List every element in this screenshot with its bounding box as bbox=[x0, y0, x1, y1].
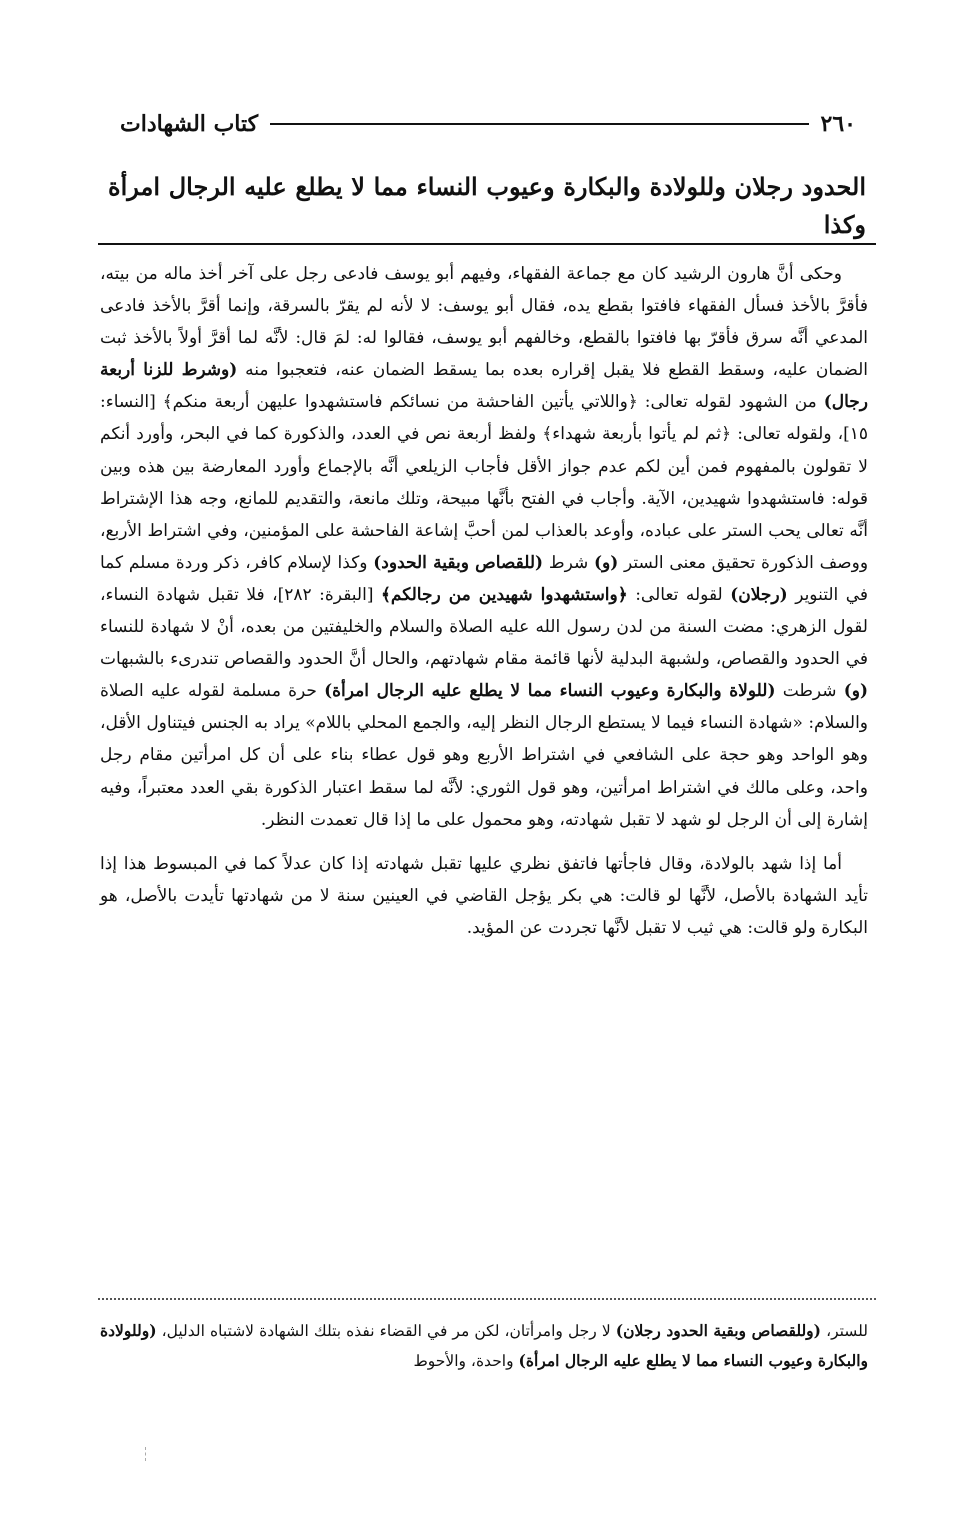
commentary-text: شرطت bbox=[782, 681, 837, 702]
commentary-text: وكذا لإسلام كافر، ذكر وردة مسلم كما في التنوير bbox=[100, 552, 869, 605]
footnote-separator bbox=[98, 1298, 876, 1300]
header-rule bbox=[270, 123, 808, 125]
footnote-text: واحدة، والأحوط bbox=[413, 1352, 514, 1370]
quoted-matn: (و) bbox=[593, 552, 619, 573]
commentary-text: لقوله تعالى: bbox=[635, 584, 723, 605]
quoted-matn: (للقصاص وبقية الحدود) bbox=[373, 552, 544, 573]
quran-quote: ﴿واستشهدوا شهيدين من رجالكم﴾ bbox=[380, 584, 628, 605]
book-title: كتاب الشهادات bbox=[120, 111, 259, 137]
commentary-text: حرة مسلمة لقوله عليه الصلاة والسلام: «شهادة النساء فيما لا يستطع الرجال النظر إليه، والجمع المحلي باللام» يراد به الجنس فيتناول الأقل، وهو الواحد وهو حجة على الشافعي في اشتراط الأربع وهو قول عطاء بناء على أن كل امرأتين مقام رجل واحد، وعلى مالك في اشتراط امرأتين، وهو قول الثوري: لأنَّه لما سقط اعتبار الذكورة بقي العدد معتبراً، وفيه إشارة إلى أن الرجل لو شهد لا تقبل شهادته، وهو محمول على ما إذا قال تعمدت النظر. bbox=[100, 681, 868, 830]
scan-mark bbox=[145, 1447, 146, 1461]
page-header bbox=[120, 106, 856, 142]
quoted-matn: (رجلان) bbox=[730, 584, 788, 605]
main-text-separator bbox=[98, 243, 876, 245]
commentary-text: [البقرة: ٢٨٢]، فلا تقبل شهادة النساء، لقول الزهري: مضت السنة من لدن رسول الله عليه الصلاة والسلام والخليفتين من بعده، أنْ لا شهادة للنساء في الحدود والقصاص، ولشبهة البدلية لأنها قائمة مقام شهادتهم، والحال أنَّ الحدود والقصاص تندرىء بالشبهات bbox=[100, 584, 868, 670]
commentary-text: من الشهود لقوله تعالى: ﴿واللاتي يأتين الفاحشة من نسائكم فاستشهدوا عليهن أربعة منكم﴾ [النساء: ١٥]، ولقوله تعالى: ﴿ثم لم يأتوا بأربعة شهداء﴾ ولفظ أربعة نص في العدد، والذكورة كما في البحر، وأورد أنكم لا تقولون بالمفهوم فمن أين لكم عدم جواز الأقل فأجاب الزيلعي أنَّه بالإجماع وأورد المعارضة بين هذه وبين قوله: فاستشهدوا شهيدين، الآية. وأجاب في الفتح بأنَّها مبيحة، وتلك مانعة، والتقديم للمانع، وجه هذا الإشتراط أنَّه تعالى يحب الستر على عباده، وأوعد بالعذاب لمن أحبَّ إشاعة الفاحشة على المؤمنين، وفي اشتراط الأربع، ووصف الذكورة تحقيق معنى الستر bbox=[100, 392, 869, 573]
commentary-paragraph: أما إذا شهد بالولادة، وقال فاجأتها فاتفق نظري عليها تقبل شهادته إذا كان عدلاً كما في المبسوط هذا إذا تأيد الشهادة بالأصل، لأنَّها لو قالت: هي بكر يؤجل القاضي في العينين سنة لا من شهادتها تأيدت بالأصل، هو البكارة ولو قالت: هي ثيب لا تقبل لأنَّها تجردت عن المؤيد. bbox=[100, 853, 868, 938]
quoted-matn: (للولاة والبكارة وعيوب النساء مما لا يطلع عليه الرجال امرأة) bbox=[324, 681, 776, 702]
commentary-text: وحكى أنَّ هارون الرشيد كان مع جماعة الفقهاء، وفيهم أبو يوسف فادعى رجل على آخر أخذ ماله من بيته، فأقرَّ بالأخذ فسأل الفقهاء فافتوا بقطع يده، فقال أبو يوسف: لا لأنه لم يقرّ بالسرقة، وإنما أقرَّ بالأخذ فادعى المدعي أنَّه سرق فأقرّ بها فافتوا بالقطع، وخالفهم أبو يوسف، فقالوا له: لمَ قال: لأنَّه لما أقرَّ أولاً بالأخذ ثبت الضمان عليه، وسقط القطع فلا يقبل إقراره بعده بما يسقط الضمان عنه، فتعجبوا منه bbox=[100, 264, 868, 381]
page-number: ٢٦٠ bbox=[820, 111, 856, 137]
quoted-matn: (وللولادة والبكارة وعيوب النساء مما لا يطلع عليه الرجال امرأة) bbox=[100, 1321, 868, 1370]
footnote-paragraph bbox=[100, 1316, 868, 1376]
quoted-matn: (وللقصاص وبقية الحدود رجلان) bbox=[615, 1321, 821, 1340]
main-text: الحدود رجلان وللولادة والبكارة وعيوب النساء مما لا يطلع عليه الرجال امرأة وكذا bbox=[108, 172, 866, 239]
commentary bbox=[100, 258, 868, 944]
footnote-commentary bbox=[100, 1316, 868, 1376]
footnote-text: لا رجل وامرأتان، لكن مر في القضاء نفذه بتلك الشهادة لاشتباه الدليل، bbox=[161, 1322, 611, 1340]
quoted-matn: (وشرط للزنا أربعة رجال) bbox=[100, 360, 868, 413]
quoted-matn: (و) bbox=[843, 681, 869, 702]
commentary-text: شرط bbox=[548, 552, 589, 573]
footnote-text: للستر، bbox=[826, 1322, 868, 1340]
commentary-paragraph bbox=[100, 258, 868, 836]
